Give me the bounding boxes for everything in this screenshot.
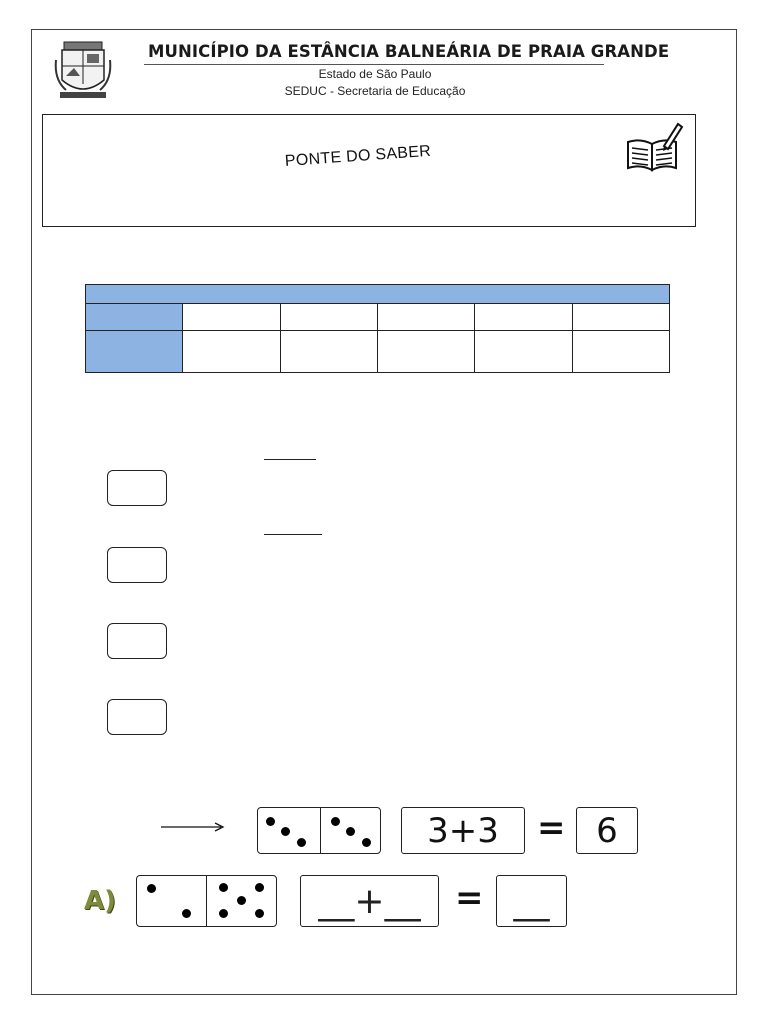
table-cell[interactable] xyxy=(280,331,377,373)
domino-pip xyxy=(266,817,275,826)
exercise-a-result-box[interactable] xyxy=(496,875,567,927)
exercise-a-equals: = xyxy=(455,878,484,918)
domino-pip xyxy=(281,827,290,836)
table-cell[interactable] xyxy=(377,331,474,373)
answer-box[interactable] xyxy=(107,547,167,583)
municipality-title: MUNICÍPIO DA ESTÂNCIA BALNEÁRIA DE PRAIA GRANDE xyxy=(148,42,670,61)
domino-divider xyxy=(320,808,321,853)
domino-pip xyxy=(219,909,228,918)
answer-box[interactable] xyxy=(107,623,167,659)
domino-pip xyxy=(362,838,371,847)
blank-line xyxy=(264,534,322,535)
example-result: 6 xyxy=(596,810,618,851)
domino-pip xyxy=(255,909,264,918)
exercise-a-sum-expression: __+__ xyxy=(318,880,421,922)
domino-pip xyxy=(331,817,340,826)
domino-pip xyxy=(237,896,246,905)
blank-line xyxy=(264,459,316,460)
domino-divider xyxy=(206,876,207,926)
table-cell[interactable] xyxy=(475,331,572,373)
example-domino xyxy=(257,807,381,854)
exercise-a-label: A) xyxy=(84,886,117,916)
row-label-cell xyxy=(86,304,183,331)
table-cell[interactable] xyxy=(280,304,377,331)
domino-pip xyxy=(297,838,306,847)
domino-pip xyxy=(147,884,156,893)
page-title: PONTE DO SABER xyxy=(284,142,432,170)
domino-pip xyxy=(182,909,191,918)
exercise-a-domino xyxy=(136,875,277,927)
example-sum-box xyxy=(401,807,525,854)
domino-pip xyxy=(346,827,355,836)
answer-box[interactable] xyxy=(107,470,167,506)
header-rule xyxy=(144,64,604,65)
title-box xyxy=(42,114,696,227)
domino-pip xyxy=(219,883,228,892)
table-row xyxy=(86,331,670,373)
example-sum-expression: 3+3 xyxy=(427,810,499,851)
row-label-cell xyxy=(86,331,183,373)
example-equals: = xyxy=(537,808,566,848)
example-result-box xyxy=(576,807,638,854)
table-cell[interactable] xyxy=(572,304,669,331)
department-line: SEDUC - Secretaria de Educação xyxy=(284,84,466,98)
info-table xyxy=(85,284,670,373)
domino-pip xyxy=(255,883,264,892)
book-pencil-icon xyxy=(624,120,684,174)
exercise-a-result: __ xyxy=(513,880,550,922)
crest-icon xyxy=(54,40,112,102)
table-header-bar xyxy=(86,285,670,304)
table-cell[interactable] xyxy=(475,304,572,331)
exercise-a-sum-box[interactable] xyxy=(300,875,439,927)
answer-box[interactable] xyxy=(107,699,167,735)
table-row xyxy=(86,304,670,331)
table-cell[interactable] xyxy=(572,331,669,373)
table-cell[interactable] xyxy=(183,331,280,373)
state-line: Estado de São Paulo xyxy=(318,67,432,81)
table-cell[interactable] xyxy=(183,304,280,331)
table-cell[interactable] xyxy=(377,304,474,331)
arrow-right-icon xyxy=(161,820,225,834)
